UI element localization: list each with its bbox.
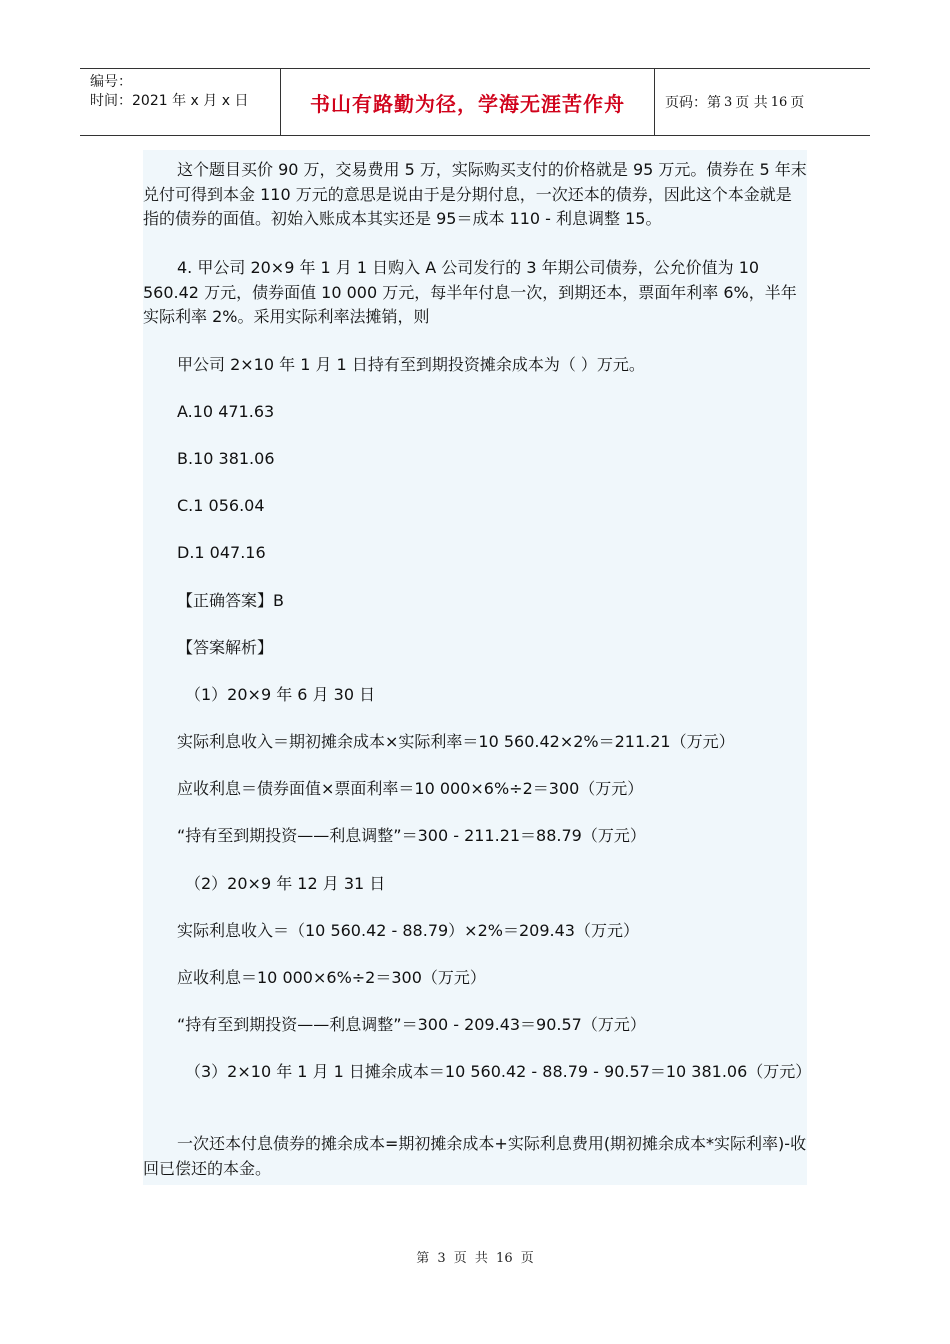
page-suffix: 页 bbox=[790, 95, 805, 111]
option-d: D.1 047.16 bbox=[177, 543, 266, 562]
step-2-adjustment: “持有至到期投资——利息调整”＝300 - 209.43＝90.57（万元） bbox=[177, 1015, 646, 1034]
header-meta bbox=[80, 69, 281, 135]
page-number: 3 bbox=[724, 94, 733, 110]
page-total: 16 bbox=[770, 94, 788, 110]
step-1-heading: （1）20×9 年 6 月 30 日 bbox=[185, 685, 376, 704]
step-2-interest-income: 实际利息收入＝（10 560.42 - 88.79）×2%＝209.43（万元） bbox=[177, 921, 639, 940]
option-b: B.10 381.06 bbox=[177, 449, 275, 468]
summary-paragraph: 一次还本付息债券的摊余成本=期初摊余成本+实际利息费用(期初摊余成本*实际利率)-收回已偿还的本金。 bbox=[143, 1134, 807, 1178]
option-c: C.1 056.04 bbox=[177, 496, 265, 515]
step-1-adjustment: “持有至到期投资——利息调整”＝300 - 211.21＝88.79（万元） bbox=[177, 826, 646, 845]
page-mid: 页 共 bbox=[735, 95, 768, 111]
question-4-continued: 甲公司 2×10 年 1 月 1 日持有至到期投资摊余成本为（ ）万元。 bbox=[177, 355, 645, 374]
step-2-receivable: 应收利息＝10 000×6%÷2＝300（万元） bbox=[177, 968, 486, 987]
step-3-result: （3）2×10 年 1 月 1 日摊余成本＝10 560.42 - 88.79 - 90.57＝10 381.06（万元） bbox=[185, 1062, 812, 1081]
step-1-receivable: 应收利息＝债券面值×票面利率＝10 000×6%÷2＝300（万元） bbox=[177, 779, 644, 798]
step-2-heading: （2）20×9 年 12 月 31 日 bbox=[185, 874, 386, 893]
header-motto: 书山有路勤为径，学海无涯苦作舟 bbox=[281, 69, 655, 135]
correct-answer: 【正确答案】B bbox=[177, 591, 284, 610]
answer-analysis-heading: 【答案解析】 bbox=[177, 638, 274, 657]
page-footer: 第 3 页 共 16 页 bbox=[416, 1251, 534, 1266]
page-prefix: 页码：第 bbox=[665, 95, 721, 111]
intro-paragraph: 这个题目买价 90 万，交易费用 5 万，实际购买支付的价格就是 95 万元。债券在 5 年末兑付可得到本金 110 万元的意思是说由于是分期付息，一次还本的债券，因此这个本金就是指的债券的面值。初始入账成本其实还是 95＝成本 110 - 利息调整 15。 bbox=[143, 160, 807, 228]
document-body bbox=[143, 150, 812, 1185]
question-4: 4. 甲公司 20×9 年 1 月 1 日购入 A 公司发行的 3 年期公司债券，公允价值为 10 560.42 万元，债券面值 10 000 万元，每半年付息一次，到期还本，票面年利率 6%，半年实际利率 2%。采用实际利率法摊销，则 bbox=[143, 258, 797, 326]
option-a: A.10 471.63 bbox=[177, 402, 275, 421]
code-label: 编号： bbox=[90, 74, 132, 90]
step-1-interest-income: 实际利息收入＝期初摊余成本×实际利率＝10 560.42×2%＝211.21（万元） bbox=[177, 732, 735, 751]
time-label: 时间：2021 年 x 月 x 日 bbox=[90, 93, 249, 109]
header-page-info bbox=[655, 69, 870, 135]
page-header bbox=[80, 68, 870, 136]
